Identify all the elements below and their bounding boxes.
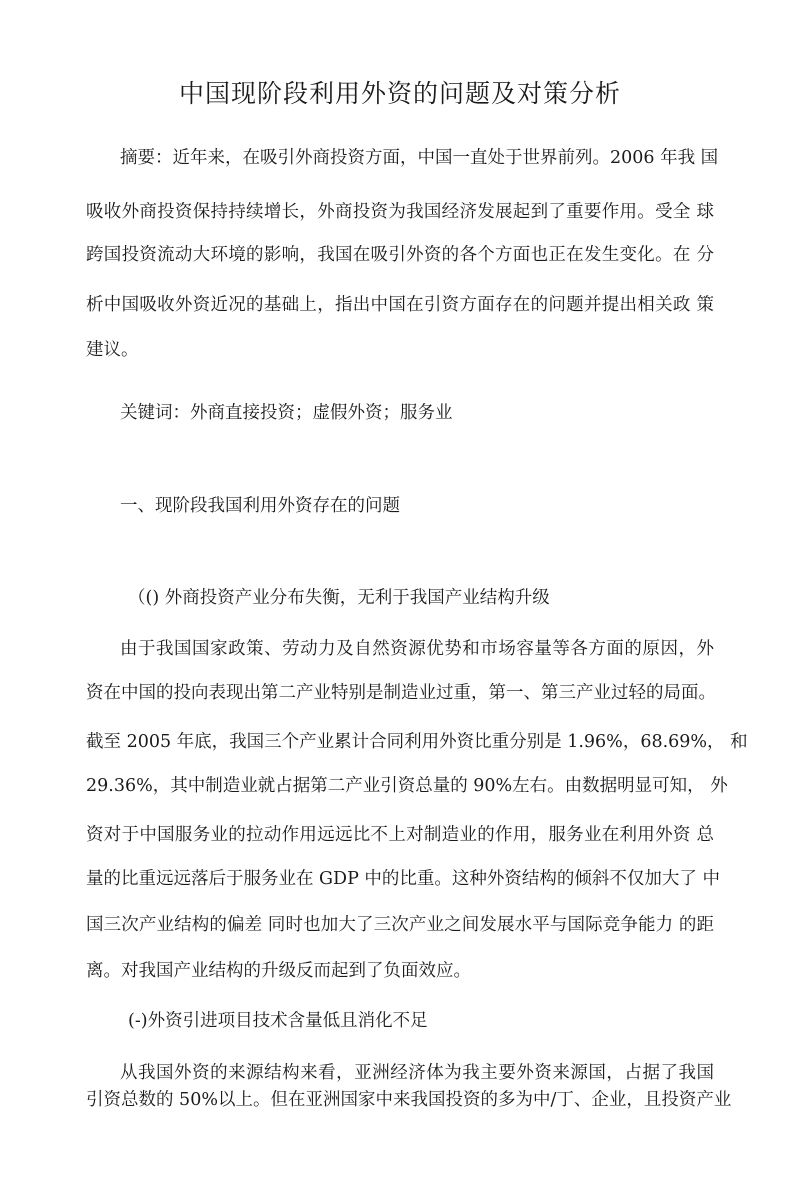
paragraph-line: 量的比重远远落后于服务业在 GDP 中的比重。这种外资结构的倾斜不仅加大了 中: [86, 869, 720, 889]
paragraph-line: 29.36%，其中制造业就占据第二产业引资总量的 90%左右。由数据明显可知， 外: [86, 776, 728, 796]
paragraph-line: 引资总数的 50%以上。但在亚洲国家中来我国投资的多为中/丁、企业，且投资产业: [86, 1090, 732, 1110]
abstract-line: 建议。: [86, 340, 139, 360]
paragraph-line: 从我国外资的来源结构来看，亚洲经济体为我主要外资来源国，占据了我国: [120, 1063, 714, 1083]
abstract-line: 析中国吸收外资近况的基础上，指出中国在引资方面存在的问题并提出相关政 策: [86, 295, 714, 315]
paragraph-line: 由于我国国家政策、劳动力及自然资源优势和市场容量等各方面的原因，外: [120, 639, 714, 659]
keywords: 关键词：外商直接投资；虚假外资；服务业: [120, 403, 453, 423]
section-heading: 一、现阶段我国利用外资存在的问题: [120, 496, 400, 516]
paragraph-line: 截至 2005 年底，我国三个产业累计合同利用外资比重分别是 1.96%，68.69%， 和: [86, 732, 748, 752]
abstract-line: 吸收外商投资保持持续增长，外商投资为我国经济发展起到了重要作用。受全 球: [86, 202, 714, 222]
abstract-line: 跨国投资流动大环境的影响，我国在吸引外资的各个方面也正在发生变化。在 分: [86, 245, 714, 265]
subsection-heading: (-)外资引进项目技术含量低且消化不足: [128, 1011, 428, 1031]
paragraph-line: 资在中国的投向表现出第二产业特别是制造业过重，第一、第三产业过轻的局面。: [86, 683, 716, 703]
subsection-heading: （() 外商投资产业分布失衡，无利于我国产业结构升级: [128, 588, 550, 608]
document-title: 中国现阶段利用外资的问题及对策分析: [178, 79, 621, 108]
paragraph-line: 国三次产业结构的偏差 同时也加大了三次产业之间发展水平与国际竞争能力 的距: [86, 915, 714, 935]
paragraph-line: 离。对我国产业结构的升级反而起到了负面效应。: [86, 961, 471, 981]
abstract-line: 摘要：近年来，在吸引外商投资方面，中国一直处于世界前列。2006 年我 国: [120, 148, 719, 168]
paragraph-line: 资对于中国服务业的拉动作用远远比不上对制造业的作用，服务业在利用外资 总: [86, 825, 714, 845]
